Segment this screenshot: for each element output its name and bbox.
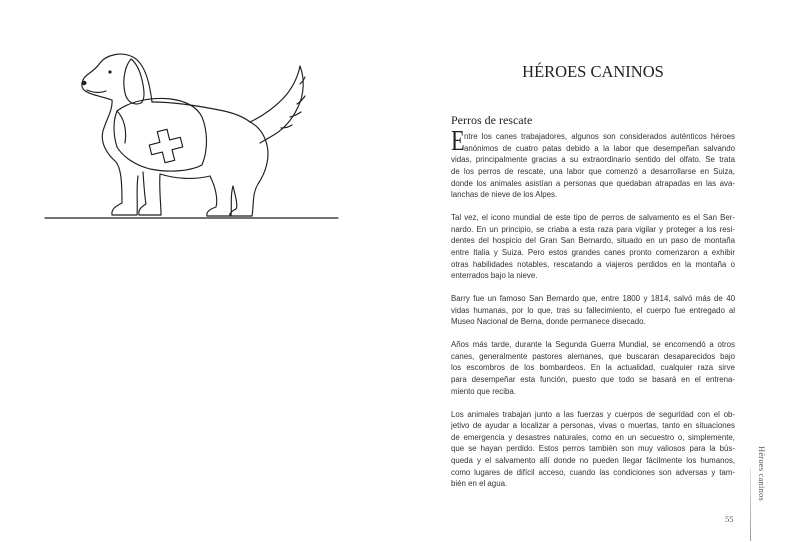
text-line: como lugares de difícil acceso, cuando las condiciones son adversas y tam- (451, 467, 735, 477)
dog-rear-hind-leg (230, 122, 268, 216)
text-line: bién en el agua. (451, 479, 508, 489)
page-edge-rule (750, 468, 751, 541)
text-line: otras habilidades notables, rescatando a viajeros perdidos en la montaña o (451, 259, 735, 269)
dog-far-front-leg (139, 172, 161, 215)
text-line: miento que reciba. (451, 386, 516, 396)
drop-cap: E (451, 126, 465, 157)
dog-mouth (87, 90, 106, 92)
paragraph-5 (451, 409, 735, 490)
dog-near-hind-leg (207, 176, 233, 216)
paragraph-3 (451, 293, 735, 328)
rescue-dog-illustration (0, 0, 390, 260)
text-line: vidas humanas, por lo que, tras su fallecimiento, el cuerpo fue entregado al (451, 305, 735, 315)
text-line: queda y el salvamento allí donde no pueden llegar fácilmente los humanos, (451, 456, 735, 466)
text-line: jetivo de ayudar a localizar a personas, vivas o muertas, tanto en situaciones (451, 421, 735, 431)
text-line: vidas, principalmente gracias a su extraordinario sentido del olfato. Se trata (451, 155, 735, 165)
text-line: canes, generalmente pastores alemanes, que buscaran desaparecidos bajo (451, 351, 735, 361)
article-body (451, 126, 735, 501)
text-line: los escombros de los bombardeos. En la actualidad, cualquier raza sirve (451, 363, 735, 373)
text-line: lanchas de nieve de los Alpes. (451, 190, 558, 200)
text-line: para desempeñar esta función, puesto que todo se basará en el entrena- (451, 375, 735, 385)
page-number: 55 (725, 514, 734, 524)
text-line: Barry fue un famoso San Bernardo que, entre 1800 y 1814, salvó más de 40 (451, 294, 735, 304)
dog-ear (124, 59, 144, 104)
dog-back (152, 102, 250, 122)
text-line: Tal vez, el icono mundial de este tipo de perros de salvamento es el San Ber- (451, 213, 735, 223)
rescue-vest (114, 99, 207, 172)
chapter-title: HÉROES CANINOS (522, 62, 664, 81)
text-line: que se hayan perdido. Estos perros también son muy valiosos para la bús- (451, 444, 735, 454)
dog-chest-front-leg (102, 100, 138, 215)
text-line: entre Italia y Suiza. Pero estos grandes canes pronto comenzaron a exhibir (451, 247, 735, 257)
cross-icon (147, 127, 186, 166)
text-line: Años más tarde, durante la Segunda Guerra Mundial, se encomendó a otros (451, 340, 735, 350)
text-line: de emergencia y desastres naturales, como en un secuestro o, simplemente, (451, 432, 735, 442)
text-line: ntre los canes trabajadores, algunos son considerados auténticos héroes (464, 132, 735, 141)
text-line: de los perros de rescate, una labor que comenzó a desarrollarse en Suiza, (451, 166, 735, 176)
dog-belly (160, 174, 210, 178)
dog-nose (81, 81, 86, 85)
text-line: Museo Nacional de Berna, donde permanece disecado. (451, 317, 646, 327)
text-line: nardo. En un principio, se criaba a esta raza para vigilar y proteger a los resi- (451, 224, 735, 234)
running-head: Héroes caninos (757, 446, 767, 501)
vest-strap (117, 111, 126, 143)
text-line: anónimos de cuatro patas debido a la labor que desempeñan salvando (464, 143, 735, 153)
paragraph-4 (451, 339, 735, 397)
left-page (0, 0, 392, 542)
paragraph-2 (451, 212, 735, 282)
text-line: donde los animales asistían a personas que quedaban atrapadas en las ava- (451, 178, 735, 188)
text-line: dentes del hospicio del Gran San Bernardo, situado en un paso de montaña (451, 236, 735, 246)
paragraph-1 (451, 126, 735, 201)
text-line: enterrados bajo la nieve. (451, 271, 538, 281)
dog-tail (250, 66, 303, 143)
text-line: Los animales trabajan junto a las fuerzas y cuerpos de seguridad con el ob- (451, 409, 735, 419)
section-heading: Perros de rescate (451, 113, 533, 127)
dog-eye (108, 70, 111, 73)
